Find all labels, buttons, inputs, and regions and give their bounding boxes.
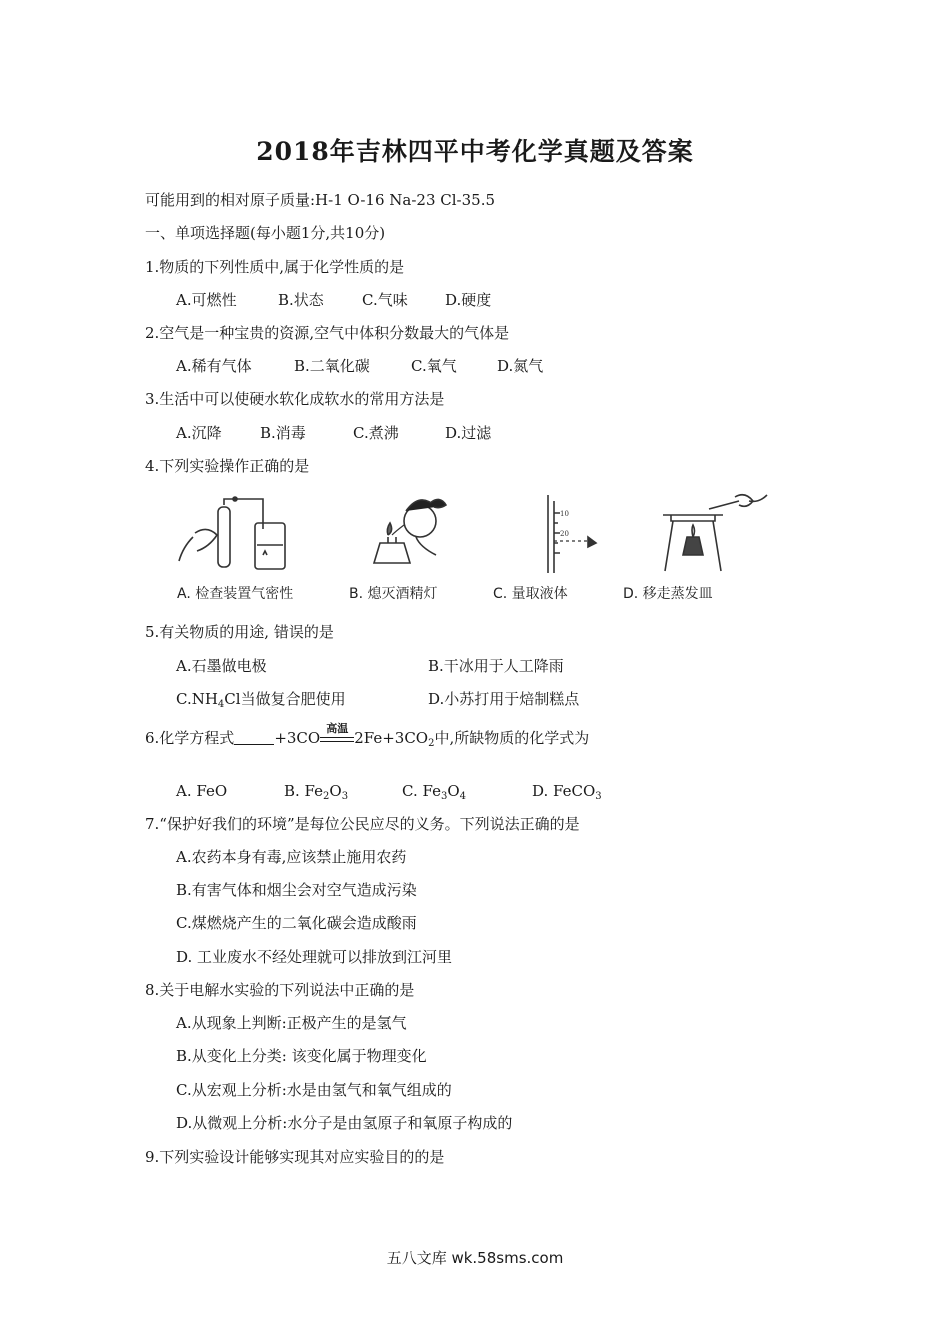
equals-bar (320, 737, 354, 738)
alcohol-lamp-figure (340, 493, 490, 575)
option-b (284, 781, 402, 801)
atomic-mass-note: 可能用到的相对原子质量:H-1 O-16 Na-23 Cl-35.5 (145, 191, 496, 209)
measuring-liquid-figure (490, 493, 640, 575)
question-2: 2.空气是一种宝贵的资源,空气中体积分数最大的气体是 (145, 324, 510, 342)
option-a: A.从现象上判断:正极产生的是氢气 (176, 1014, 407, 1032)
option-c: C.氧气 (411, 357, 457, 375)
option-a: A.可燃性 (176, 291, 237, 309)
option-b: B.有害气体和烟尘会对空气造成污染 (176, 881, 417, 899)
reaction-condition (320, 722, 354, 748)
option-a: A.稀有气体 (176, 357, 252, 375)
subscript: 3 (595, 791, 602, 802)
subscript: 4 (217, 699, 225, 710)
answer-blank (234, 730, 274, 745)
question-6 (145, 722, 590, 749)
svg-text:10: 10 (560, 510, 569, 518)
option-b: B.二氧化碳 (294, 357, 370, 375)
caption-a: A. 检查装置气密性 (177, 586, 294, 602)
option-c: C.煤燃烧产生的二氧化碳会造成酸雨 (176, 914, 417, 932)
option-c: C.煮沸 (353, 424, 399, 442)
subscript: 3 (440, 791, 448, 802)
airtight-check-figure (175, 493, 325, 575)
question-2-options (176, 356, 543, 376)
option-a: A.沉降 (176, 424, 222, 442)
formula: C. Fe (402, 782, 441, 800)
question-3-options (176, 423, 491, 443)
option-b: B.从变化上分类: 该变化属于物理变化 (176, 1047, 427, 1065)
option-d: D.小苏打用于焙制糕点 (428, 690, 580, 708)
question-8: 8.关于电解水实验的下列说法中正确的是 (145, 981, 415, 999)
formula: D. FeCO (532, 782, 596, 800)
question-1-options (176, 290, 491, 310)
q6-product: 2Fe+3CO (354, 729, 429, 747)
option-c (176, 689, 346, 709)
option-d: D.氮气 (497, 357, 544, 375)
section-heading: 一、单项选择题(每小题1分,共10分) (145, 224, 386, 242)
q6-text: 6.化学方程式 (145, 729, 235, 747)
equals-bar (320, 741, 354, 742)
q6-text-rest: 中,所缺物质的化学式为 (434, 729, 590, 747)
subscript: 3 (341, 791, 349, 802)
option-d: D. 工业废水不经处理就可以排放到江河里 (176, 948, 453, 966)
formula: O (329, 782, 342, 800)
option-c-text: C.NH (176, 690, 218, 708)
option-a: A. FeO (176, 782, 228, 800)
question-4: 4.下列实验操作正确的是 (145, 457, 310, 475)
option-d: D.从微观上分析:水分子是由氢原子和氧原子构成的 (176, 1114, 513, 1132)
option-d (532, 781, 602, 801)
option-d: D.过滤 (445, 424, 492, 442)
page-title: 2018年吉林四平中考化学真题及答案 (256, 137, 694, 166)
subscript: 4 (459, 791, 467, 802)
experiment-figures (165, 493, 765, 613)
option-c-text-rest: Cl当做复合肥使用 (224, 690, 346, 708)
option-b: B.消毒 (260, 424, 306, 442)
svg-text:20: 20 (560, 530, 569, 538)
caption-c: C. 量取液体 (493, 586, 568, 602)
condition-label: 高温 (326, 722, 349, 735)
evaporating-dish-figure (643, 493, 793, 575)
option-d: D.硬度 (445, 291, 492, 309)
subscript: 2 (428, 738, 435, 749)
q6-reactant: +3CO (274, 729, 321, 747)
option-c: C.从宏观上分析:水是由氢气和氧气组成的 (176, 1081, 452, 1099)
option-a: A.农药本身有毒,应该禁止施用农药 (176, 848, 407, 866)
option-b: B.干冰用于人工降雨 (428, 657, 564, 675)
option-a: A.石墨做电极 (176, 657, 267, 675)
question-5: 5.有关物质的用途, 错误的是 (145, 623, 334, 641)
question-6-options (176, 781, 602, 801)
option-c: C.气味 (362, 291, 408, 309)
caption-b: B. 熄灭酒精灯 (349, 586, 438, 602)
formula: B. Fe (284, 782, 324, 800)
option-b: B.状态 (278, 291, 324, 309)
question-9: 9.下列实验设计能够实现其对应实验目的的是 (145, 1148, 445, 1166)
page-footer: 五八文库 wk.58sms.com (386, 1249, 564, 1267)
caption-d: D. 移走蒸发皿 (623, 586, 713, 602)
question-1: 1.物质的下列性质中,属于化学性质的是 (145, 258, 405, 276)
question-3: 3.生活中可以使硬水软化成软水的常用方法是 (145, 390, 445, 408)
formula: O (447, 782, 460, 800)
question-7: 7.“保护好我们的环境”是每位公民应尽的义务。下列说法正确的是 (145, 815, 580, 833)
subscript: 2 (323, 791, 330, 802)
option-c (402, 781, 532, 801)
